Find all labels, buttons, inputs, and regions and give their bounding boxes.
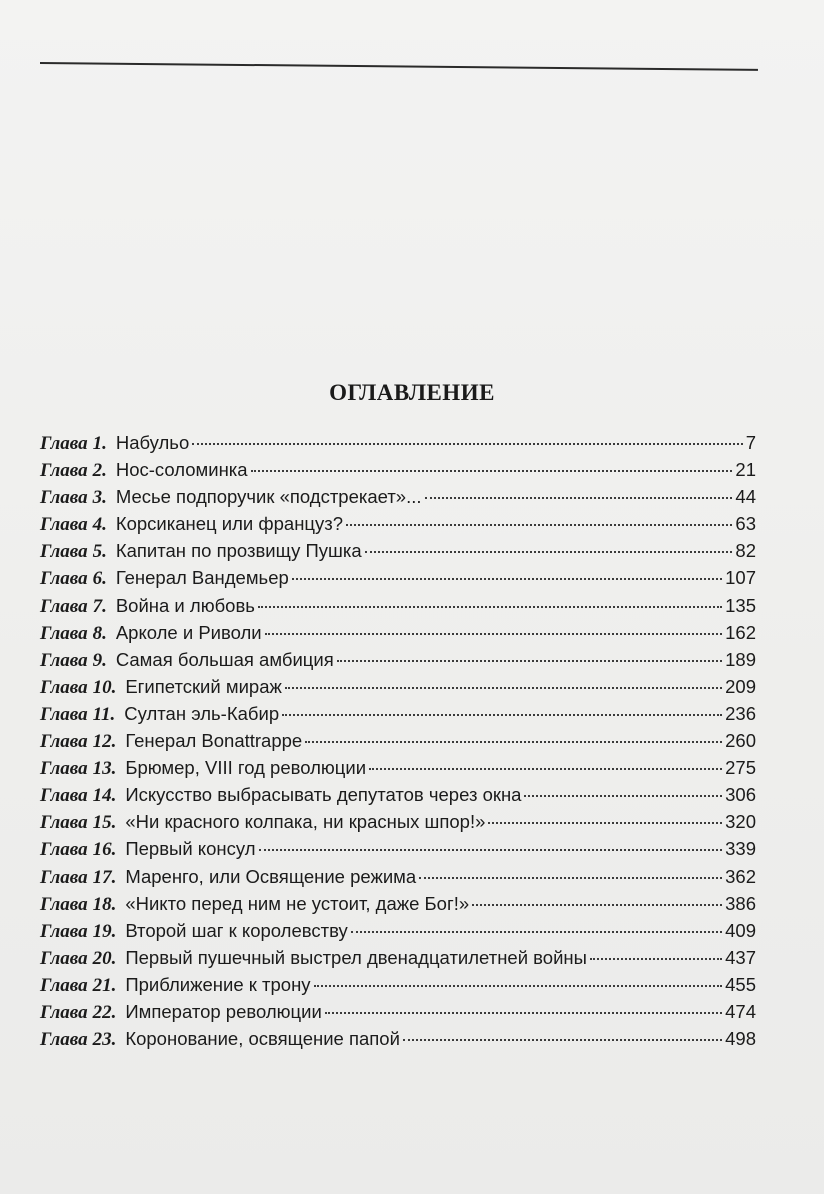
toc-entry-22: [40, 1001, 756, 1028]
toc-entry-15: [40, 811, 756, 838]
chapter-word: Глава: [40, 812, 88, 834]
chapter-number: 20.: [92, 947, 117, 969]
chapter-word: Глава: [40, 1029, 88, 1051]
chapter-number: 13.: [92, 758, 117, 780]
chapter-number: 10.: [92, 676, 117, 698]
chapter-title: Первый пушечный выстрел двенадцатилетней войны: [125, 946, 587, 968]
chapter-title: Коронование, освящение папой: [125, 1028, 400, 1050]
toc-entry-4: [40, 513, 756, 540]
chapter-page-number: 409: [725, 919, 756, 941]
chapter-label: [40, 596, 107, 618]
chapter-title: Нос-соломинка: [115, 459, 248, 481]
chapter-number: 21.: [92, 974, 117, 996]
chapter-label: [40, 1029, 116, 1051]
chapter-label: [40, 867, 116, 889]
chapter-title: Самая большая амбиция: [115, 648, 334, 670]
chapter-title: Набульо: [115, 432, 190, 453]
chapter-label: [40, 650, 107, 672]
chapter-label: [40, 623, 107, 645]
toc-entry-2: [40, 459, 756, 486]
dot-leader: [524, 795, 722, 797]
chapter-title: Месье подпоручик «подстрекает»...: [115, 486, 422, 508]
dot-leader: [488, 822, 722, 824]
chapter-page-number: 498: [725, 1028, 756, 1050]
chapter-page-number: 474: [725, 1000, 756, 1022]
dot-leader: [259, 849, 723, 851]
chapter-page-number: 386: [725, 892, 756, 914]
chapter-page-number: 362: [725, 865, 756, 887]
chapter-title: Война и любовь: [115, 594, 255, 616]
chapter-word: Глава: [40, 920, 88, 942]
chapter-page-number: 320: [725, 811, 756, 833]
chapter-page-number: 7: [745, 432, 756, 453]
chapter-title: Египетский мираж: [125, 675, 282, 697]
chapter-label: [40, 948, 116, 970]
toc-entry-10: [40, 676, 756, 703]
chapter-page-number: 209: [725, 675, 756, 697]
chapter-word: Глава: [40, 676, 88, 698]
chapter-page-number: 437: [725, 946, 756, 968]
chapter-label: [40, 487, 107, 509]
chapter-label: [40, 460, 107, 482]
chapter-label: [40, 839, 116, 861]
chapter-title: «Ни красного колпака, ни красных шпор!»: [125, 811, 486, 833]
toc-heading: ОГЛАВЛЕНИЕ: [329, 380, 495, 405]
chapter-label: [40, 677, 116, 699]
dot-leader: [365, 551, 733, 553]
chapter-number: 8.: [92, 622, 107, 644]
chapter-label: [40, 731, 116, 753]
dot-leader: [590, 958, 722, 960]
chapter-number: 11.: [92, 703, 116, 725]
chapter-title: Приближение к трону: [125, 973, 311, 995]
toc-entry-11: [40, 703, 756, 730]
dot-leader: [472, 904, 722, 906]
dot-leader: [292, 578, 722, 580]
chapter-title: Первый консул: [125, 838, 256, 860]
chapter-number: 23.: [92, 1029, 117, 1051]
chapter-title: Арколе и Риволи: [115, 621, 262, 643]
chapter-title: Второй шаг к королевству: [125, 919, 348, 941]
dot-leader: [314, 985, 723, 987]
dot-leader: [403, 1039, 722, 1041]
dot-leader: [282, 714, 722, 716]
chapter-word: Глава: [40, 622, 88, 644]
chapter-label: [40, 541, 107, 563]
toc-entry-3: [40, 486, 756, 513]
toc-entry-6: [40, 567, 756, 594]
chapter-label: [40, 812, 116, 834]
chapter-label: [40, 568, 107, 590]
chapter-word: Глава: [40, 758, 88, 780]
toc-entry-12: [40, 730, 756, 757]
chapter-number: 22.: [92, 1001, 117, 1023]
chapter-number: 4.: [92, 514, 107, 536]
dot-leader: [351, 931, 722, 933]
chapter-word: Глава: [40, 460, 88, 482]
chapter-page-number: 339: [725, 838, 756, 860]
chapter-page-number: 44: [735, 486, 756, 508]
dot-leader: [337, 660, 722, 662]
chapter-title: Брюмер, VIII год революции: [125, 757, 367, 779]
chapter-word: Глава: [40, 595, 88, 617]
chapter-title: Корсиканец или француз?: [115, 513, 344, 535]
chapter-number: 18.: [92, 893, 117, 915]
chapter-number: 6.: [92, 568, 107, 590]
toc-entry-13: [40, 757, 756, 784]
dot-leader: [285, 687, 722, 689]
chapter-page-number: 260: [725, 730, 756, 752]
toc-entry-18: [40, 893, 756, 920]
dot-leader: [325, 1012, 722, 1014]
toc-entry-7: [40, 595, 756, 622]
dot-leader: [305, 741, 722, 743]
chapter-page-number: 275: [725, 757, 756, 779]
chapter-title: Капитан по прозвищу Пушка: [115, 540, 362, 562]
chapter-title: Маренго, или Освящение режима: [125, 865, 417, 887]
chapter-number: 17.: [92, 866, 117, 888]
chapter-page-number: 162: [725, 621, 756, 643]
chapter-number: 2.: [92, 460, 107, 482]
chapter-title: Император революции: [125, 1000, 322, 1022]
chapter-word: Глава: [40, 785, 88, 807]
chapter-number: 3.: [92, 487, 107, 509]
toc-entry-17: [40, 866, 756, 893]
toc-entry-23: [40, 1028, 756, 1055]
chapter-number: 1.: [92, 433, 107, 454]
chapter-page-number: 107: [725, 567, 756, 589]
toc-entry-1: [40, 432, 756, 459]
chapter-word: Глава: [40, 568, 88, 590]
dot-leader: [258, 606, 722, 608]
chapter-number: 15.: [92, 812, 117, 834]
chapter-label: [40, 514, 107, 536]
dot-leader: [346, 524, 732, 526]
toc-entry-5: [40, 540, 756, 567]
chapter-title: Султан эль-Кабир: [124, 702, 280, 724]
chapter-page-number: 135: [725, 594, 756, 616]
dot-leader: [419, 877, 722, 879]
top-rule: [40, 62, 758, 71]
chapter-page-number: 189: [725, 648, 756, 670]
chapter-title: «Никто перед ним не устоит, даже Бог!»: [125, 892, 470, 914]
chapter-label: [40, 921, 116, 943]
table-of-contents: [40, 432, 756, 1055]
chapter-word: Глава: [40, 514, 88, 536]
dot-leader: [369, 768, 722, 770]
chapter-label: [40, 894, 116, 916]
chapter-label: [40, 975, 116, 997]
chapter-page-number: 236: [725, 702, 756, 724]
chapter-word: Глава: [40, 947, 88, 969]
chapter-number: 12.: [92, 731, 117, 753]
toc-entry-16: [40, 838, 756, 865]
chapter-label: [40, 1002, 116, 1024]
chapter-word: Глава: [40, 703, 88, 725]
chapter-title: Генерал Вандемьер: [115, 567, 289, 589]
chapter-number: 14.: [92, 785, 117, 807]
chapter-word: Глава: [40, 1001, 88, 1023]
chapter-title: Искусство выбрасывать депутатов через окна: [125, 784, 522, 806]
toc-entry-19: [40, 920, 756, 947]
chapter-number: 7.: [92, 595, 107, 617]
chapter-page-number: 306: [725, 784, 756, 806]
chapter-number: 5.: [92, 541, 107, 563]
chapter-number: 9.: [92, 649, 107, 671]
toc-entry-8: [40, 622, 756, 649]
toc-entry-21: [40, 974, 756, 1001]
chapter-label: [40, 785, 116, 807]
chapter-number: 19.: [92, 920, 117, 942]
toc-entry-20: [40, 947, 756, 974]
chapter-page-number: 82: [735, 540, 756, 562]
chapter-word: Глава: [40, 893, 88, 915]
toc-entry-14: [40, 784, 756, 811]
dot-leader: [251, 470, 733, 472]
chapter-word: Глава: [40, 541, 88, 563]
chapter-page-number: 21: [735, 459, 756, 481]
chapter-label: [40, 758, 116, 780]
chapter-word: Глава: [40, 731, 88, 753]
chapter-label: [40, 433, 107, 455]
chapter-word: Глава: [40, 839, 88, 861]
chapter-word: Глава: [40, 433, 88, 454]
dot-leader: [192, 443, 742, 445]
dot-leader: [425, 497, 733, 499]
chapter-word: Глава: [40, 866, 88, 888]
toc-entry-9: [40, 649, 756, 676]
chapter-page-number: 63: [735, 513, 756, 535]
chapter-page-number: 455: [725, 973, 756, 995]
chapter-word: Глава: [40, 649, 88, 671]
chapter-word: Глава: [40, 974, 88, 996]
chapter-label: [40, 704, 115, 726]
chapter-number: 16.: [92, 839, 117, 861]
dot-leader: [265, 633, 722, 635]
chapter-word: Глава: [40, 487, 88, 509]
chapter-title: Генерал Bonattrappe: [125, 730, 303, 752]
